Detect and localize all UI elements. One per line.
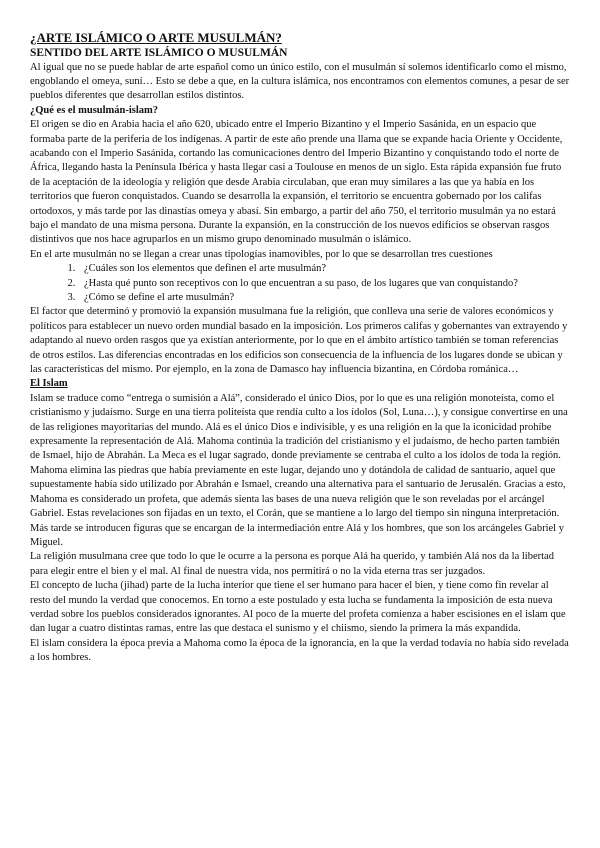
section2-paragraph-1: Islam se traduce como “entrega o sumisión a Alá”, considerado el único Dios, por lo que es una religión monoteísta, como el cristianismo y judaísmo. Surge en una tierra politeísta que rendía culto a los ídolos (Sol, Luna…), y consigue convertirse en una de las religiones mayoritarias del mundo. Alá es el único Dios e indivisible, y es una religión en la que la iconicidad prohíbe expresamente la representación de Alá. Mahoma continúa la tradición del cristianismo y el judaísmo, de hecho parten también de Ismael, hijo de Abrahán. La Meca es el lugar sagrado, donde previamente se centraba el culto a los ídolos de toda la región. Mahoma elimina las piedras que había previamente en este lugar, dejando uno y dotándola de calidad de santuario, aquel que supuestamente había sido utilizado por Abrahán e Ismael, creando una alternativa para el santuario de Jerusalén. Gracias a esto, Mahoma es considerado un profeta, que además sienta las bases de una nueva religión que le son reveladas por el arcángel Gabriel. Estas revelaciones son fijadas en un texto, el Corán, que se mantiene a lo largo del tiempo sin ninguna interpretación. Más tarde se introducen figuras que se encargan de la intermediación entre Alá y los hombres, que son los arcángeles Gabriel y Miguel. (30, 392, 568, 548)
list-item: 3. ¿Cómo se define el arte musulmán? (78, 291, 570, 305)
section-heading-que-es-el-musulman: ¿Qué es el musulmán-islam? (30, 104, 159, 116)
section1-paragraph-2: En el arte musulmán no se llegan a crear unas tipologías inamovibles, por lo que se desarrollan tres cuestiones (30, 248, 493, 260)
section2-paragraph-3: El concepto de lucha (jihad) parte de la lucha interior que tiene el ser humano para hacer el bien, y tiene como fin revelar al resto del mundo la verdad que conocemos. En torno a este postulado y esta lucha se fundamenta la imposición de esta nueva verdad sobre los pueblos considerados ignorantes. Al poco de la muerte del profeta comienza a haber escisiones en el islam que dan lugar a cuatro distintas ramas, entre las que destaca el sunismo y el chiismo, siendo la primera la más expandida. (30, 580, 566, 635)
section2-paragraph-4: El islam considera la época previa a Mahoma como la época de la ignorancia, en la que la verdad todavía no había sido revelada a los hombres. (30, 637, 569, 664)
document-subtitle: SENTIDO DEL ARTE ISLÁMICO O MUSULMÁN (30, 47, 288, 59)
list-item: 2. ¿Hasta qué punto son receptivos con lo que encuentran a su paso, de los lugares que van conquistando? (78, 277, 570, 291)
questions-list (30, 262, 570, 305)
list-item: 1. ¿Cuáles son los elementos que definen el arte musulmán? (78, 262, 570, 276)
document-title: ¿ARTE ISLÁMICO O ARTE MUSULMÁN? (30, 30, 282, 45)
section-heading-el-islam: El Islam (30, 378, 68, 390)
intro-paragraph: Al igual que no se puede hablar de arte español como un único estilo, con el musulmán sí solemos identificarlo como el mismo, engoblando el omeya, suní… Esto se debe a que, en la cultura islámica, nos encontramos con elementos comunes, a pesar de ser pueblos diferentes que desarrollan estilos distintos. (30, 61, 570, 102)
section1-paragraph-3: El factor que determinó y promovió la expansión musulmana fue la religión, que conlleva una serie de valores económicos y políticos para establecer un nuevo orden mundial basado en la imposición. Los primeros califas y gobernantes van extrayendo y adaptando al nuevo orden rasgos que ya existían anteriormente, por lo que en el ámbito artístico también se toman referencias de otros estilos. Las diferencias encontradas en los edificios son consecuencia de la influencia de los lugares donde se ubican y las características del mismo. Por ejemplo, en la zona de Damasco hay influencia bizantina, en Córdoba románica… (30, 306, 568, 376)
section2-paragraph-2: La religión musulmana cree que todo lo que le ocurre a la persona es porque Alá ha querido, y también Alá nos da la libertad para elegir entre el bien y el mal. Al final de nuestra vida, nos permitirá o no la vida eterna tras ser juzgados. (30, 551, 554, 577)
section1-paragraph-1: El origen se dio en Arabia hacia el año 620, ubicado entre el Imperio Bizantino y el Imperio Sasánida, en un espacio que formaba parte de la periferia de los indígenas. A partir de este año prende una llama que se expande hacia Oriente y Occidente, acabando con el Imperio Sasánida, cortando las comunicaciones dentro del Imperio Bizantino y conquistando todo el norte de África, llegando hasta la Península Ibérica y hasta llegar casi a Toulouse en menos de un siglo. Esta rápida expansión fue fruto de la aceptación de la ideología y religión que desde Arabia circulaban, que eran muy similares a las que ya había en los territorios que fueron conquistados. Cuando se desarrolla la expansión, el territorio se encuentra gobernado por los califas ortodoxos, y más tarde por las dinastías omeya y abasí. Sin embargo, a partir del año 750, el territorio musulmán ya no estará bajo el mandato de una misma persona. Durante la expansión, en la construcción de los nuevos edificios se observan rasgos distintivos que nos hace agruparlos en un mismo grupo denominado musulmán o islámico. (30, 119, 563, 246)
